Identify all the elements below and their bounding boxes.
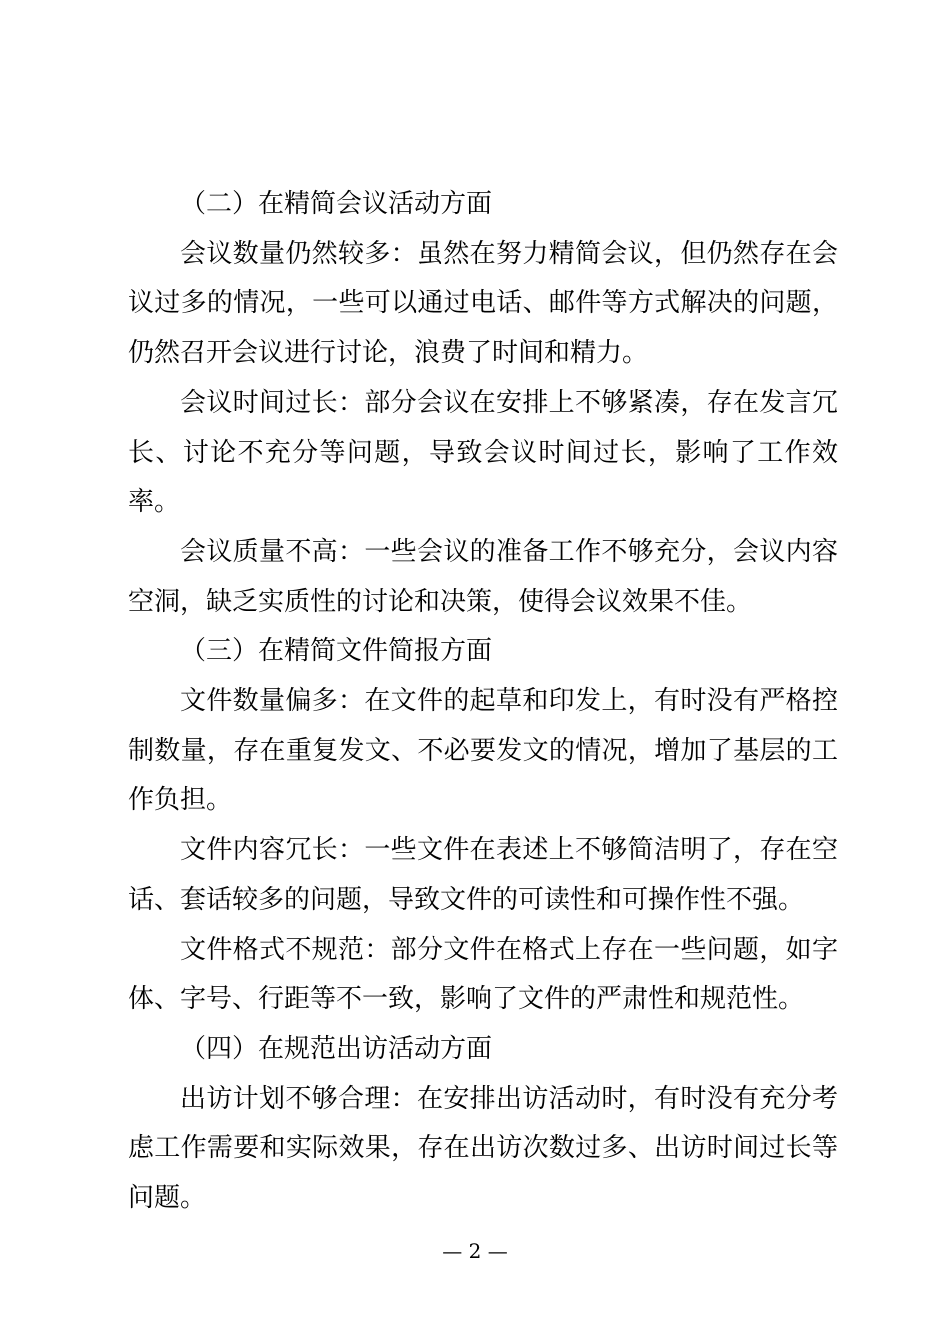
paragraph-meeting-quantity: 会议数量仍然较多：虽然在努力精简会议，但仍然存在会议过多的情况，一些可以通过电话、邮件等方式解决的问题，仍然召开会议进行讨论，浪费了时间和精力。 bbox=[128, 238, 838, 369]
paragraph-visit-plan: 出访计划不够合理：在安排出访活动时，有时没有充分考虑工作需要和实际效果，存在出访次数过多、出访时间过长等问题。 bbox=[128, 1083, 838, 1214]
paragraph-document-format: 文件格式不规范：部分文件在格式上存在一些问题，如字体、字号、行距等不一致，影响了文件的严肃性和规范性。 bbox=[128, 934, 838, 1015]
paragraph-document-content: 文件内容冗长：一些文件在表述上不够简洁明了，存在空话、套话较多的问题，导致文件的可读性和可操作性不强。 bbox=[128, 835, 838, 915]
paragraph-meeting-duration: 会议时间过长：部分会议在安排上不够紧凑，存在发言冗长、讨论不充分等问题，导致会议时间过长，影响了工作效率。 bbox=[128, 387, 838, 518]
section-heading-3: （三）在精简文件简报方面 bbox=[180, 636, 493, 667]
page-number: — 2 — bbox=[442, 1239, 508, 1263]
section-heading-2: （二）在精简会议活动方面 bbox=[180, 189, 493, 219]
paragraph-meeting-quality: 会议质量不高：一些会议的准备工作不够充分，会议内容空洞，缺乏实质性的讨论和决策，使得会议效果不佳。 bbox=[128, 536, 838, 617]
section-heading-4: （四）在规范出访活动方面 bbox=[180, 1033, 493, 1064]
paragraph-document-quantity: 文件数量偏多：在文件的起草和印发上，有时没有严格控制数量，存在重复发文、不必要发文的情况，增加了基层的工作负担。 bbox=[128, 686, 838, 816]
document-body bbox=[128, 180, 838, 1224]
